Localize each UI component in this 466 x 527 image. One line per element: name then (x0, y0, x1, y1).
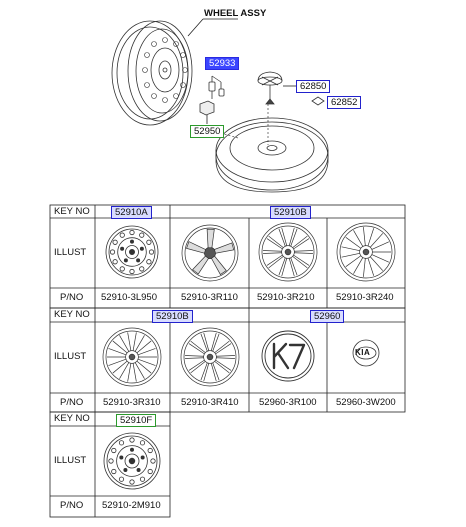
key-52910a[interactable]: 52910A (111, 206, 152, 219)
diagram-title: WHEEL ASSY (204, 8, 267, 19)
illust-label-2: ILLUST (54, 351, 87, 362)
illust-alloy-wheel-3r410 (181, 328, 239, 386)
kia-small-emblem-text: KIA (355, 348, 371, 357)
key-no-label-3: KEY NO (54, 413, 90, 424)
part-number[interactable]: 52910-3R310 (103, 397, 161, 408)
key-no-label-1: KEY NO (54, 206, 90, 217)
part-number[interactable]: 52910-3R240 (336, 292, 394, 303)
part-number[interactable]: 52910-3R110 (181, 292, 238, 303)
callout-52950[interactable]: 52950 (190, 125, 224, 138)
part-number[interactable]: 52910-3L950 (101, 292, 157, 303)
key-52910b-2[interactable]: 52910B (152, 310, 193, 323)
key-52960[interactable]: 52960 (310, 310, 344, 323)
illust-alloy-wheel-3r210 (259, 223, 317, 281)
illust-steel-wheel-2m910 (104, 433, 160, 489)
callout-52933[interactable]: 52933 (205, 57, 239, 70)
callout-62852[interactable]: 62852 (327, 96, 361, 109)
pno-label-1: P/NO (60, 292, 84, 303)
illust-alloy-wheel-3r110 (182, 225, 238, 281)
key-52910f[interactable]: 52910F (116, 414, 156, 427)
part-number[interactable]: 52910-3R410 (181, 397, 239, 408)
illust-steel-wheel-3l950 (106, 226, 158, 278)
part-number[interactable]: 52960-3W200 (336, 397, 396, 408)
key-52910b-1[interactable]: 52910B (270, 206, 311, 219)
part-number[interactable]: 52960-3R100 (259, 397, 317, 408)
pno-label-2: P/NO (60, 397, 84, 408)
part-number[interactable]: 52910-2M910 (102, 500, 161, 511)
illust-alloy-wheel-3r310 (103, 328, 161, 386)
pno-label-3: P/NO (60, 500, 84, 511)
key-no-label-2: KEY NO (54, 309, 90, 320)
illust-alloy-wheel-3r240 (337, 223, 395, 281)
illust-label-3: ILLUST (54, 455, 87, 466)
part-number[interactable]: 52910-3R210 (257, 292, 315, 303)
illust-label-1: ILLUST (54, 247, 87, 258)
illust-center-cap-k7 (262, 331, 314, 381)
callout-62850[interactable]: 62850 (296, 80, 330, 93)
